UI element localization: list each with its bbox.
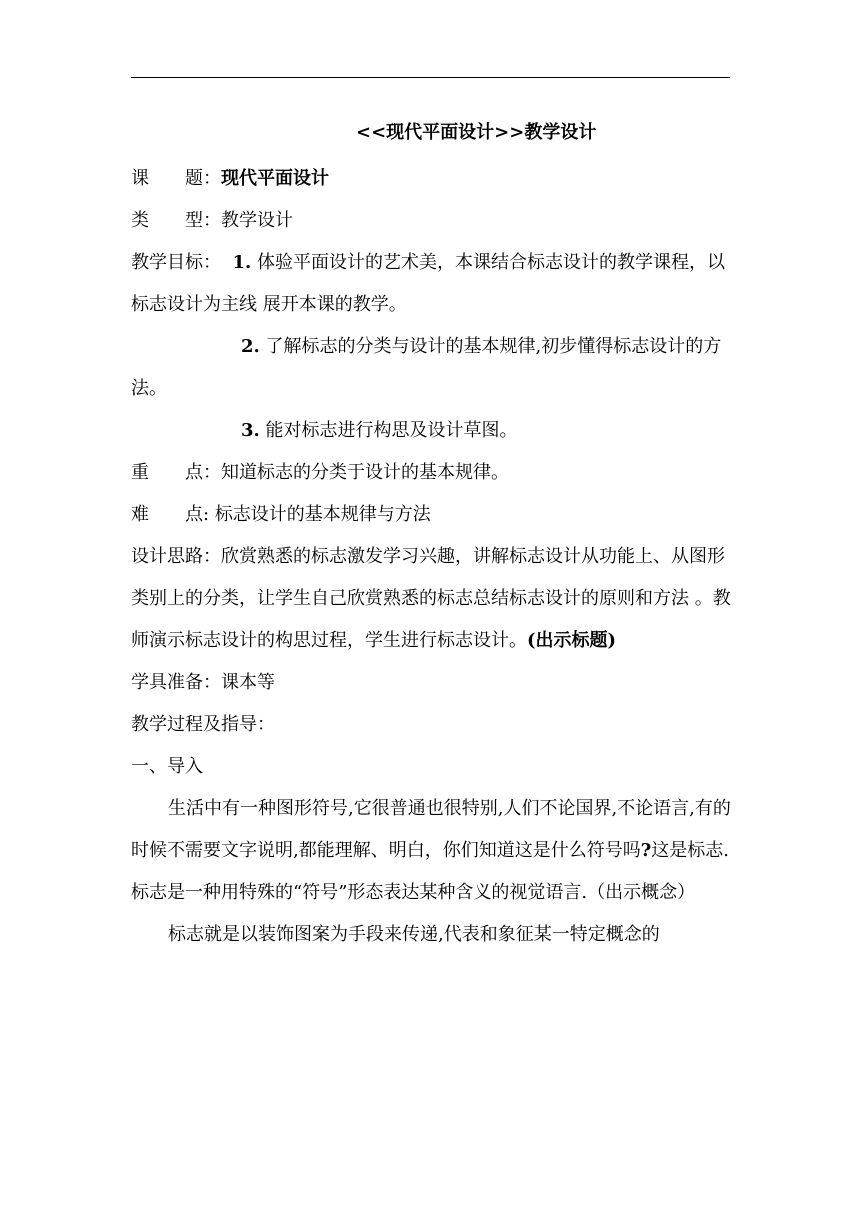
doc-title: <<现代平面设计>>教学设计 — [356, 122, 597, 143]
intro-paragraph-1-question: ? — [640, 840, 652, 861]
key-point-line — [131, 452, 731, 494]
goals-line-1 — [131, 242, 731, 326]
goals-line-2 — [131, 326, 731, 410]
goal-1-number: 1. — [232, 252, 252, 273]
design-idea-tail: (出示标题) — [527, 630, 617, 651]
goals-line-3 — [131, 410, 731, 452]
key-point-label: 重 点： — [131, 462, 221, 483]
goal-2-number: 2. — [241, 336, 260, 357]
type-line — [131, 200, 731, 242]
section-1-heading: 一、导入 — [131, 756, 203, 777]
type-value: 教学设计 — [221, 210, 293, 231]
goals-label: 教学目标： — [131, 252, 221, 273]
materials-label: 学具准备： — [131, 672, 221, 693]
difficulty-value: 标志设计的基本规律与方法 — [214, 504, 431, 525]
intro-paragraph-1 — [131, 788, 731, 914]
difficulty-line — [131, 494, 731, 536]
goal-2-text: 了解标志的分类与设计的基本规律,初步懂得标志设计的方法。 — [131, 336, 722, 399]
process-heading: 教学过程及指导： — [131, 714, 275, 735]
type-label: 类 型： — [131, 210, 221, 231]
materials-value: 课本等 — [221, 672, 275, 693]
intro-paragraph-1-a: 生活中有一种图形符号,它很普通也很特别,人们不论国界,不论语言,有的时候不需要文字说明,都能理解、明白，你们知道这是什么符号吗 — [131, 798, 731, 861]
materials-line — [131, 662, 731, 704]
header-rule — [131, 77, 730, 78]
document-body — [131, 112, 731, 956]
design-idea-text: 欣赏熟悉的标志激发学习兴趣，讲解标志设计从功能上、从图形类别上的分类，让学生自己欣赏熟悉的标志总结标志设计的原则和方法 。教师演示标志设计的构思过程，学生进行标志设计。 — [131, 546, 731, 651]
intro-paragraph-2: 标志就是以装饰图案为手段来传递,代表和象征某一特定概念的 — [168, 924, 660, 945]
topic-line — [131, 158, 731, 200]
goal-3-text: 能对标志进行构思及设计草图。 — [265, 420, 518, 441]
key-point-value: 知道标志的分类于设计的基本规律。 — [221, 462, 509, 483]
intro-paragraph-1-b: 这是标志.标志是一种用特殊的“符号”形态表达某种含义的视觉语言.（出示概念） — [131, 840, 729, 903]
design-idea-label: 设计思路： — [131, 546, 221, 567]
topic-value: 现代平面设计 — [221, 168, 329, 189]
goal-1-text: 体验平面设计的艺术美，本课结合标志设计的教学课程，以标志设计为主线 展开本课的教学。 — [131, 252, 725, 315]
difficulty-label: 难 点: — [131, 504, 210, 525]
goal-3-number: 3. — [241, 420, 260, 441]
topic-label: 课 题： — [131, 168, 221, 189]
design-idea-line — [131, 536, 731, 662]
